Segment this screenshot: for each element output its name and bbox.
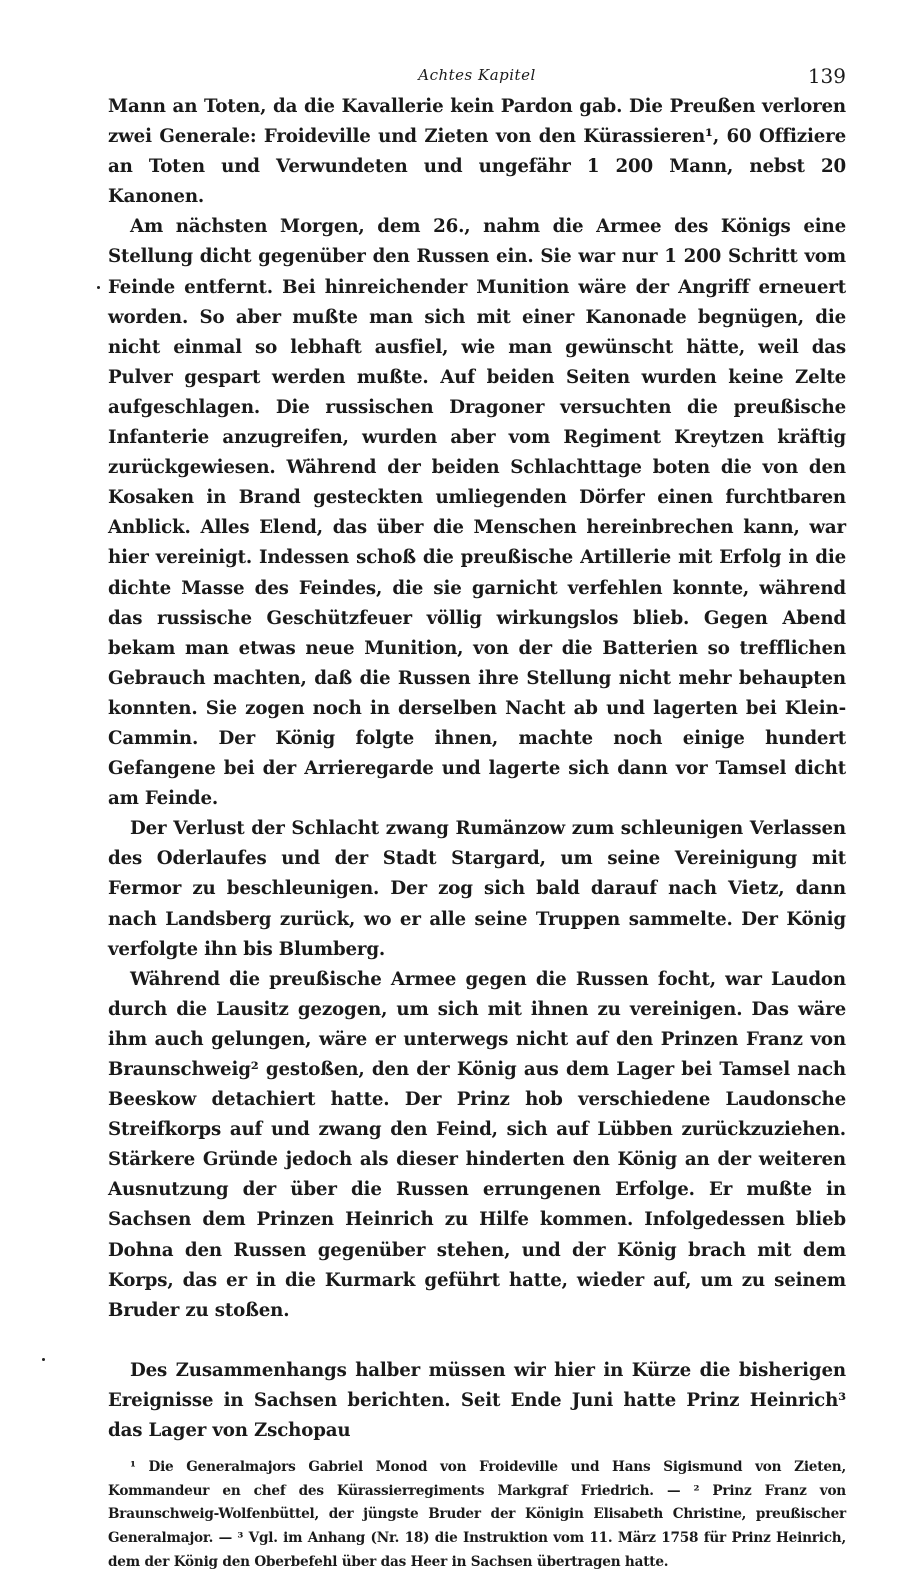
book-page: [108, 60, 846, 1574]
paragraph-1: Mann an Toten, da die Kavallerie kein Pardon gab. Die Preußen verloren zwei Generale: Froideville und Zieten von den Kürassieren¹, 60 Offiziere an Toten und Verwundeten und ungefähr 1 200 Mann, nebst 20 Kanonen.: [108, 96, 846, 208]
footnote-text: ¹ Die Generalmajors Gabriel Monod von Froideville und Hans Sigismund von Zieten, Kommandeur en chef des Kürassierregiments Markgraf Friedrich. — ² Prinz Franz von Braunschweig-Wolfenbüttel, der jüngste Bruder der Königin Elisabeth Christine, preußischer Generalmajor. — ³ Vgl. im Anhang (Nr. 18) die Instruktion vom 11. März 1758 für Prinz Heinrich, dem der König den Oberbefehl über das Heer in Sachsen übertragen hatte.: [108, 1459, 846, 1570]
paragraph-3: Der Verlust der Schlacht zwang Rumänzow zum schleunigen Verlassen des Oderlaufes und der Stadt Stargard, um seine Vereinigung mit Fermor zu beschleunigen. Der zog sich bald darauf nach Vietz, dann nach Landsberg zurück, wo er alle seine Truppen sammelte. Der König verfolgte ihn bis Blumberg.: [108, 818, 846, 960]
main-text: [108, 92, 846, 1446]
running-head: [108, 60, 846, 90]
page-number: 139: [807, 64, 846, 88]
footnotes: [108, 1456, 846, 1574]
print-speck: [97, 286, 100, 289]
print-speck: [42, 1358, 45, 1361]
paragraph-5: Des Zusammenhangs halber müssen wir hier in Kürze die bisherigen Ereignisse in Sachsen berichten. Seit Ende Juni hatte Prinz Heinrich³ das Lager von Zschopau: [108, 1359, 846, 1442]
section-gap: [108, 1326, 846, 1356]
paragraph-4: Während die preußische Armee gegen die Russen focht, war Laudon durch die Lausitz gezogen, um sich mit ihnen zu vereinigen. Das wäre ihm auch gelungen, wäre er unterwegs nicht auf den Prinzen Franz von Braunschweig² gestoßen, den der König aus dem Lager bei Tamsel nach Beeskow detachiert hatte. Der Prinz hob verschiedene Laudonsche Streifkorps auf und zwang den Feind, sich auf Lübben zurückzuziehen. Stärkere Gründe jedoch als dieser hinderten den König an der weiteren Ausnutzung der über die Russen errungenen Erfolge. Er mußte in Sachsen dem Prinzen Heinrich zu Hilfe kommen. Infolgedessen blieb Dohna den Russen gegenüber stehen, und der König brach mit dem Korps, das er in die Kurmark geführt hatte, wieder auf, um zu seinem Bruder zu stoßen.: [108, 968, 846, 1321]
chapter-title: Achtes Kapitel: [418, 66, 536, 84]
paragraph-2: Am nächsten Morgen, dem 26., nahm die Armee des Königs eine Stellung dicht gegenüber den Russen ein. Sie war nur 1 200 Schritt vom Feinde entfernt. Bei hinreichender Munition wäre der Angriff erneuert worden. So aber mußte man sich mit einer Kanonade begnügen, die nicht einmal so lebhaft ausfiel, wie man gewünscht hätte, weil das Pulver gespart werden mußte. Auf beiden Seiten wurden keine Zelte aufgeschlagen. Die russischen Dragoner versuchten die preußische Infanterie anzugreifen, wurden aber vom Regiment Kreytzen kräftig zurückgewiesen. Während der beiden Schlachttage boten die von den Kosaken in Brand gesteckten umliegenden Dörfer einen furchtbaren Anblick. Alles Elend, das über die Menschen hereinbrechen kann, war hier vereinigt. Indessen schoß die preußische Artillerie mit Erfolg in die dichte Masse des Feindes, die sie garnicht verfehlen konnte, während das russische Geschützfeuer völlig wirkungslos blieb. Gegen Abend bekam man etwas neue Munition, von der die Batterien so trefflichen Gebrauch machten, daß die Russen ihre Stellung nicht mehr behaupten konnten. Sie zogen noch in derselben Nacht ab und lagerten bei Klein-Cammin. Der König folgte ihnen, machte noch einige hundert Gefangene bei der Arrieregarde und lagerte sich dann vor Tamsel dicht am Feinde.: [108, 216, 846, 810]
